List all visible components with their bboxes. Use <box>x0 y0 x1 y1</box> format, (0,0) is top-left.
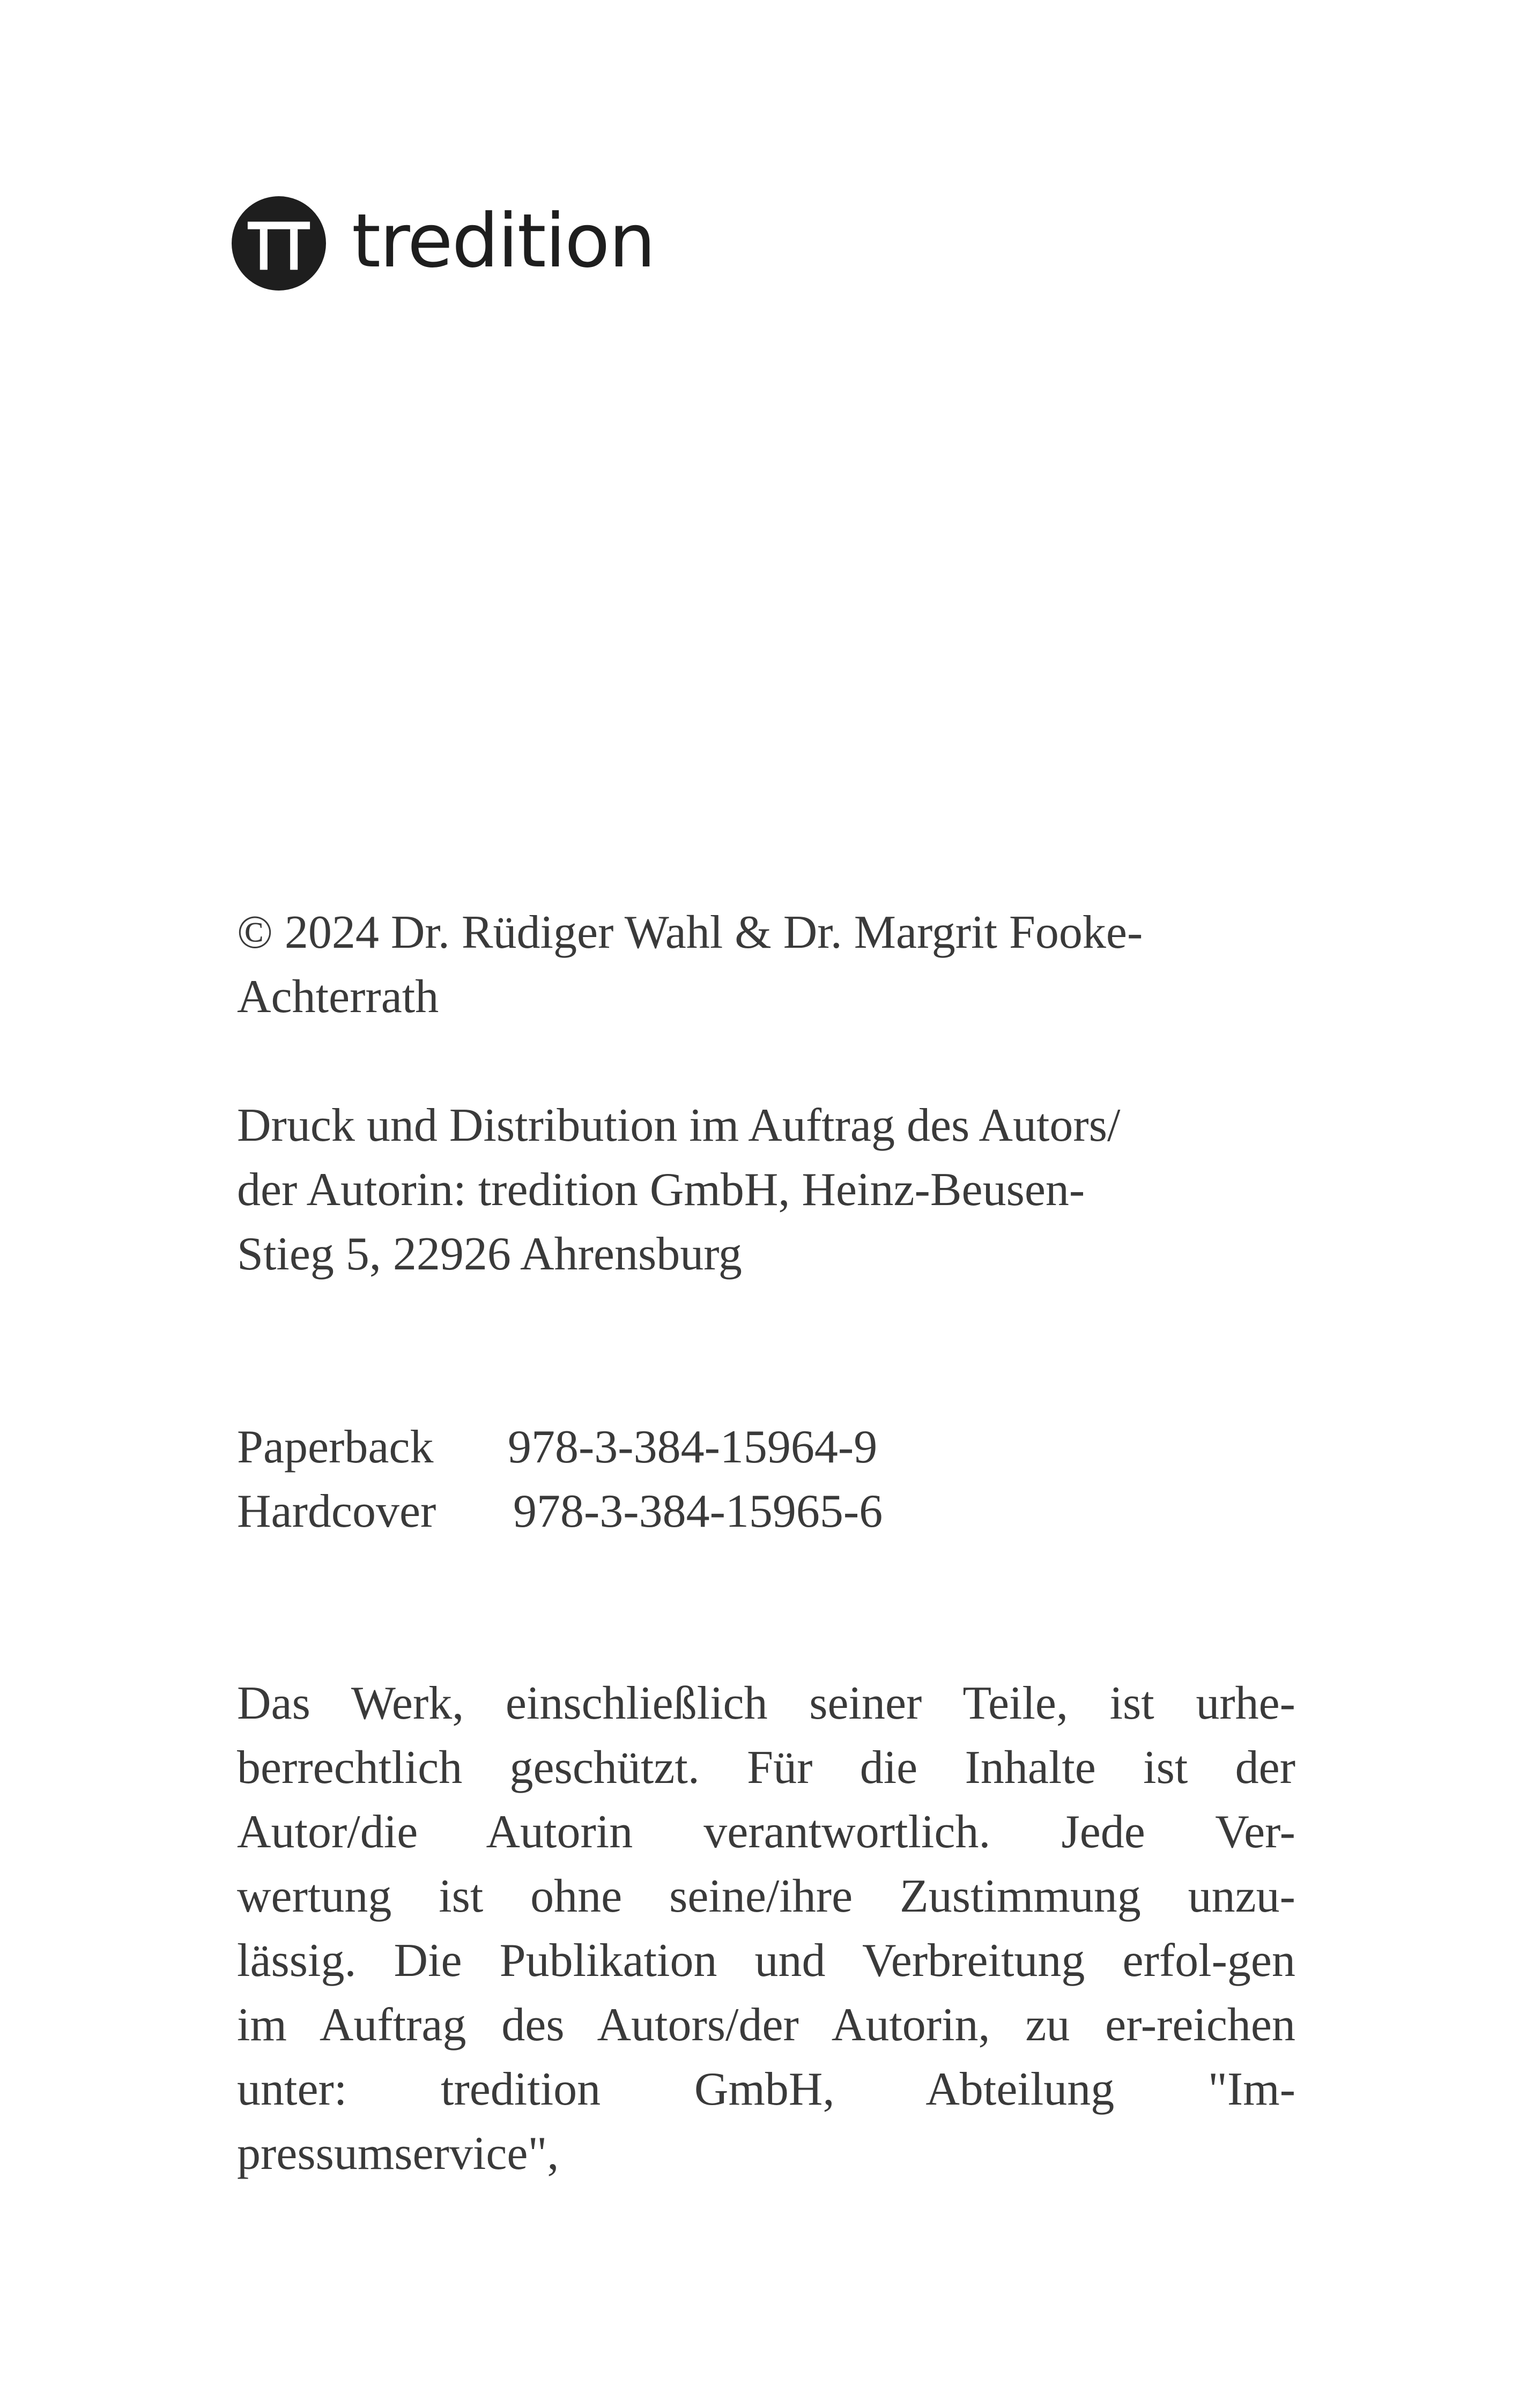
legal-line: pressumservice", <box>237 2128 559 2180</box>
isbn-format-label: Paperback <box>237 1421 434 1473</box>
legal-line: im Auftrag des Autors/der Autorin, zu er-reichen <box>237 1999 1295 2051</box>
printing-line: Stieg 5, 22926 Ahrensburg <box>237 1228 742 1280</box>
legal-line: wertung ist ohne seine/ihre Zustimmung unzu- <box>237 1870 1295 1922</box>
copyright-line: Achterrath <box>237 971 439 1023</box>
legal-line: Das Werk, einschließlich seiner Teile, ist urhe- <box>237 1677 1295 1729</box>
legal-line: unter: tredition GmbH, Abteilung "Im- <box>237 2063 1295 2115</box>
copyright-notice <box>237 901 1295 1029</box>
isbn-list <box>237 1415 1295 1544</box>
isbn-row <box>237 1415 1295 1480</box>
publisher-logo <box>232 196 655 291</box>
legal-line: Autor/die Autorin verantwortlich. Jede Ver- <box>237 1806 1295 1858</box>
tredition-logo-icon <box>232 196 326 291</box>
legal-line: berrechtlich geschützt. Für die Inhalte ist der <box>237 1742 1295 1794</box>
printing-line: der Autorin: tredition GmbH, Heinz-Beusen- <box>237 1164 1085 1216</box>
legal-notice <box>237 1671 1295 2186</box>
isbn-number: 978-3-384-15964-9 <box>508 1421 878 1473</box>
logo-wordmark: tredition <box>352 198 655 284</box>
legal-line: lässig. Die Publikation und Verbreitung erfol-gen <box>237 1935 1295 1987</box>
printing-info <box>237 1094 1295 1287</box>
isbn-format-label: Hardcover <box>237 1485 436 1537</box>
isbn-number: 978-3-384-15965-6 <box>513 1485 883 1537</box>
copyright-line: © 2024 Dr. Rüdiger Wahl & Dr. Margrit Fooke- <box>237 906 1143 958</box>
printing-line: Druck und Distribution im Auftrag des Autors/ <box>237 1099 1121 1151</box>
isbn-row <box>237 1480 1295 1544</box>
